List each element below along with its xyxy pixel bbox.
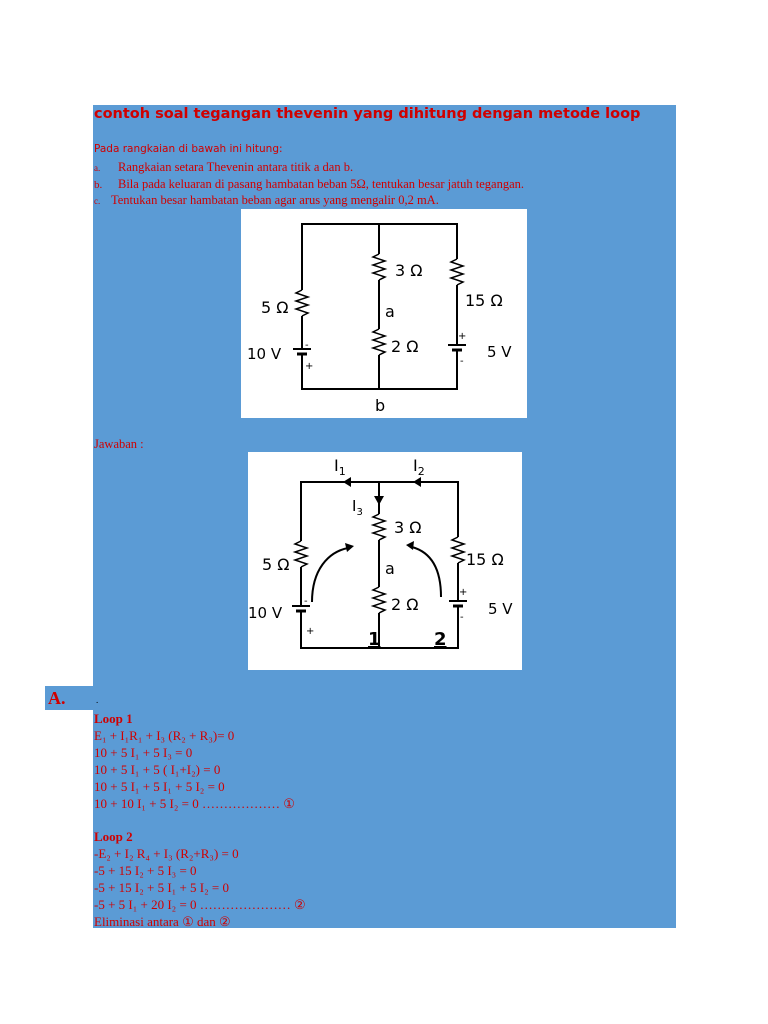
question-c (94, 192, 439, 210)
c1-resistor-2 (373, 329, 385, 355)
c2-arrow-i3 (374, 496, 384, 505)
c2-label-loop2: 2 (434, 629, 447, 650)
question-a-marker: a. (94, 163, 101, 173)
question-c-text: Tentukan besar hambatan beban agar arus yang mengalir 0,2 mA. (111, 193, 439, 207)
c2-label-node-a: a (385, 559, 395, 578)
c2-loop1-arc (312, 548, 348, 602)
c1-label-10v: 10 V (247, 345, 282, 363)
loop1-line4: 10 + 5 I₁ + 5 I₁ + 5 I₂ = 0 (94, 779, 225, 794)
c2-label-loop1: 1 (368, 629, 381, 650)
circuit-1-svg (241, 209, 527, 418)
c2-arrow-loop2 (406, 541, 414, 550)
loop2-heading: Loop 2 (94, 829, 133, 844)
c2-label-3ohm: 3 Ω (394, 518, 422, 537)
c1-label-3ohm: 3 Ω (395, 261, 423, 280)
intro-text: Pada rangkaian di bawah ini hitung: (94, 143, 283, 155)
question-a-text: Rangkaian setara Thevenin antara titik a dan b. (118, 160, 354, 174)
c2-minus-left: - (304, 596, 308, 607)
loop2-line1: -E₂ + I₂ R₄ + I₃ (R₂+R₃) = 0 (94, 846, 239, 861)
c2-label-i3: $I_3$ (352, 497, 363, 518)
section-dot: . (96, 695, 99, 705)
loop2-line5: Eliminasi antara ① dan ② (94, 914, 231, 929)
c2-arrow-i1 (343, 477, 351, 487)
c2-loop2-arc (412, 547, 441, 597)
c1-resistor-15 (451, 259, 463, 285)
question-a (94, 159, 353, 177)
c2-minus-right: - (460, 612, 464, 623)
loop1-line1: E₁ + I₁R₁ + I₃ (R₂ + R₃)= 0 (94, 728, 235, 743)
c1-label-15ohm: 15 Ω (465, 291, 503, 310)
c2-label-10v: 10 V (248, 604, 283, 622)
c1-label-2ohm: 2 Ω (391, 337, 419, 356)
loop1-heading: Loop 1 (94, 711, 133, 726)
question-c-marker: c. (94, 196, 101, 206)
circuit-diagram-2 (248, 452, 522, 670)
c1-minus-right: - (460, 356, 464, 367)
circuit-diagram-1 (241, 209, 527, 418)
c2-label-i1: $I_1$ (334, 456, 346, 478)
page-title: contoh soal tegangan thevenin yang dihitung dengan metode loop (94, 106, 641, 122)
c2-plus-right: + (459, 587, 468, 598)
c2-label-i2: $I_2$ (413, 456, 425, 478)
loop2-line3: -5 + 15 I₂ + 5 I₁ + 5 I₂ = 0 (94, 880, 229, 895)
loop2-line4: -5 + 5 I₁ + 20 I₂ = 0 ………………… ② (94, 897, 306, 912)
c2-resistor-15 (452, 537, 464, 563)
c1-plus-left: + (305, 361, 314, 372)
c2-label-15ohm: 15 Ω (466, 550, 504, 569)
section-label-a: A. (45, 686, 93, 710)
c2-plus-left: + (306, 626, 315, 637)
c1-label-5v: 5 V (487, 343, 512, 361)
c2-resistor-5 (295, 541, 307, 567)
loop1-line3: 10 + 5 I₁ + 5 ( I₁+I₂) = 0 (94, 762, 221, 777)
c2-label-2ohm: 2 Ω (391, 595, 419, 614)
c1-resistor-5 (296, 290, 308, 316)
c1-label-node-b: b (375, 396, 386, 415)
c2-arrow-loop1 (345, 543, 354, 552)
c1-resistor-3 (373, 254, 385, 280)
question-b-text: Bila pada keluaran di pasang hambatan beban 5Ω, tentukan besar jatuh tegangan. (118, 177, 525, 191)
question-b-marker: b. (94, 179, 103, 191)
c1-label-5ohm: 5 Ω (261, 298, 289, 317)
c2-arrow-i2 (413, 477, 421, 487)
circuit-2-svg (248, 452, 522, 670)
answer-label: Jawaban : (94, 437, 144, 451)
loop2-line2: -5 + 15 I₂ + 5 I₃ = 0 (94, 863, 197, 878)
c1-plus-right: + (458, 331, 467, 342)
c2-label-5ohm: 5 Ω (262, 555, 290, 574)
c2-resistor-3 (373, 514, 385, 540)
c2-resistor-2 (373, 587, 385, 613)
loop1-line2: 10 + 5 I₁ + 5 I₃ = 0 (94, 745, 193, 760)
c2-label-5v: 5 V (488, 600, 513, 618)
c1-label-node-a: a (385, 302, 395, 321)
c1-minus-left: - (305, 340, 309, 351)
loop1-line5: 10 + 10 I₁ + 5 I₂ = 0 ……………… ① (94, 796, 295, 811)
